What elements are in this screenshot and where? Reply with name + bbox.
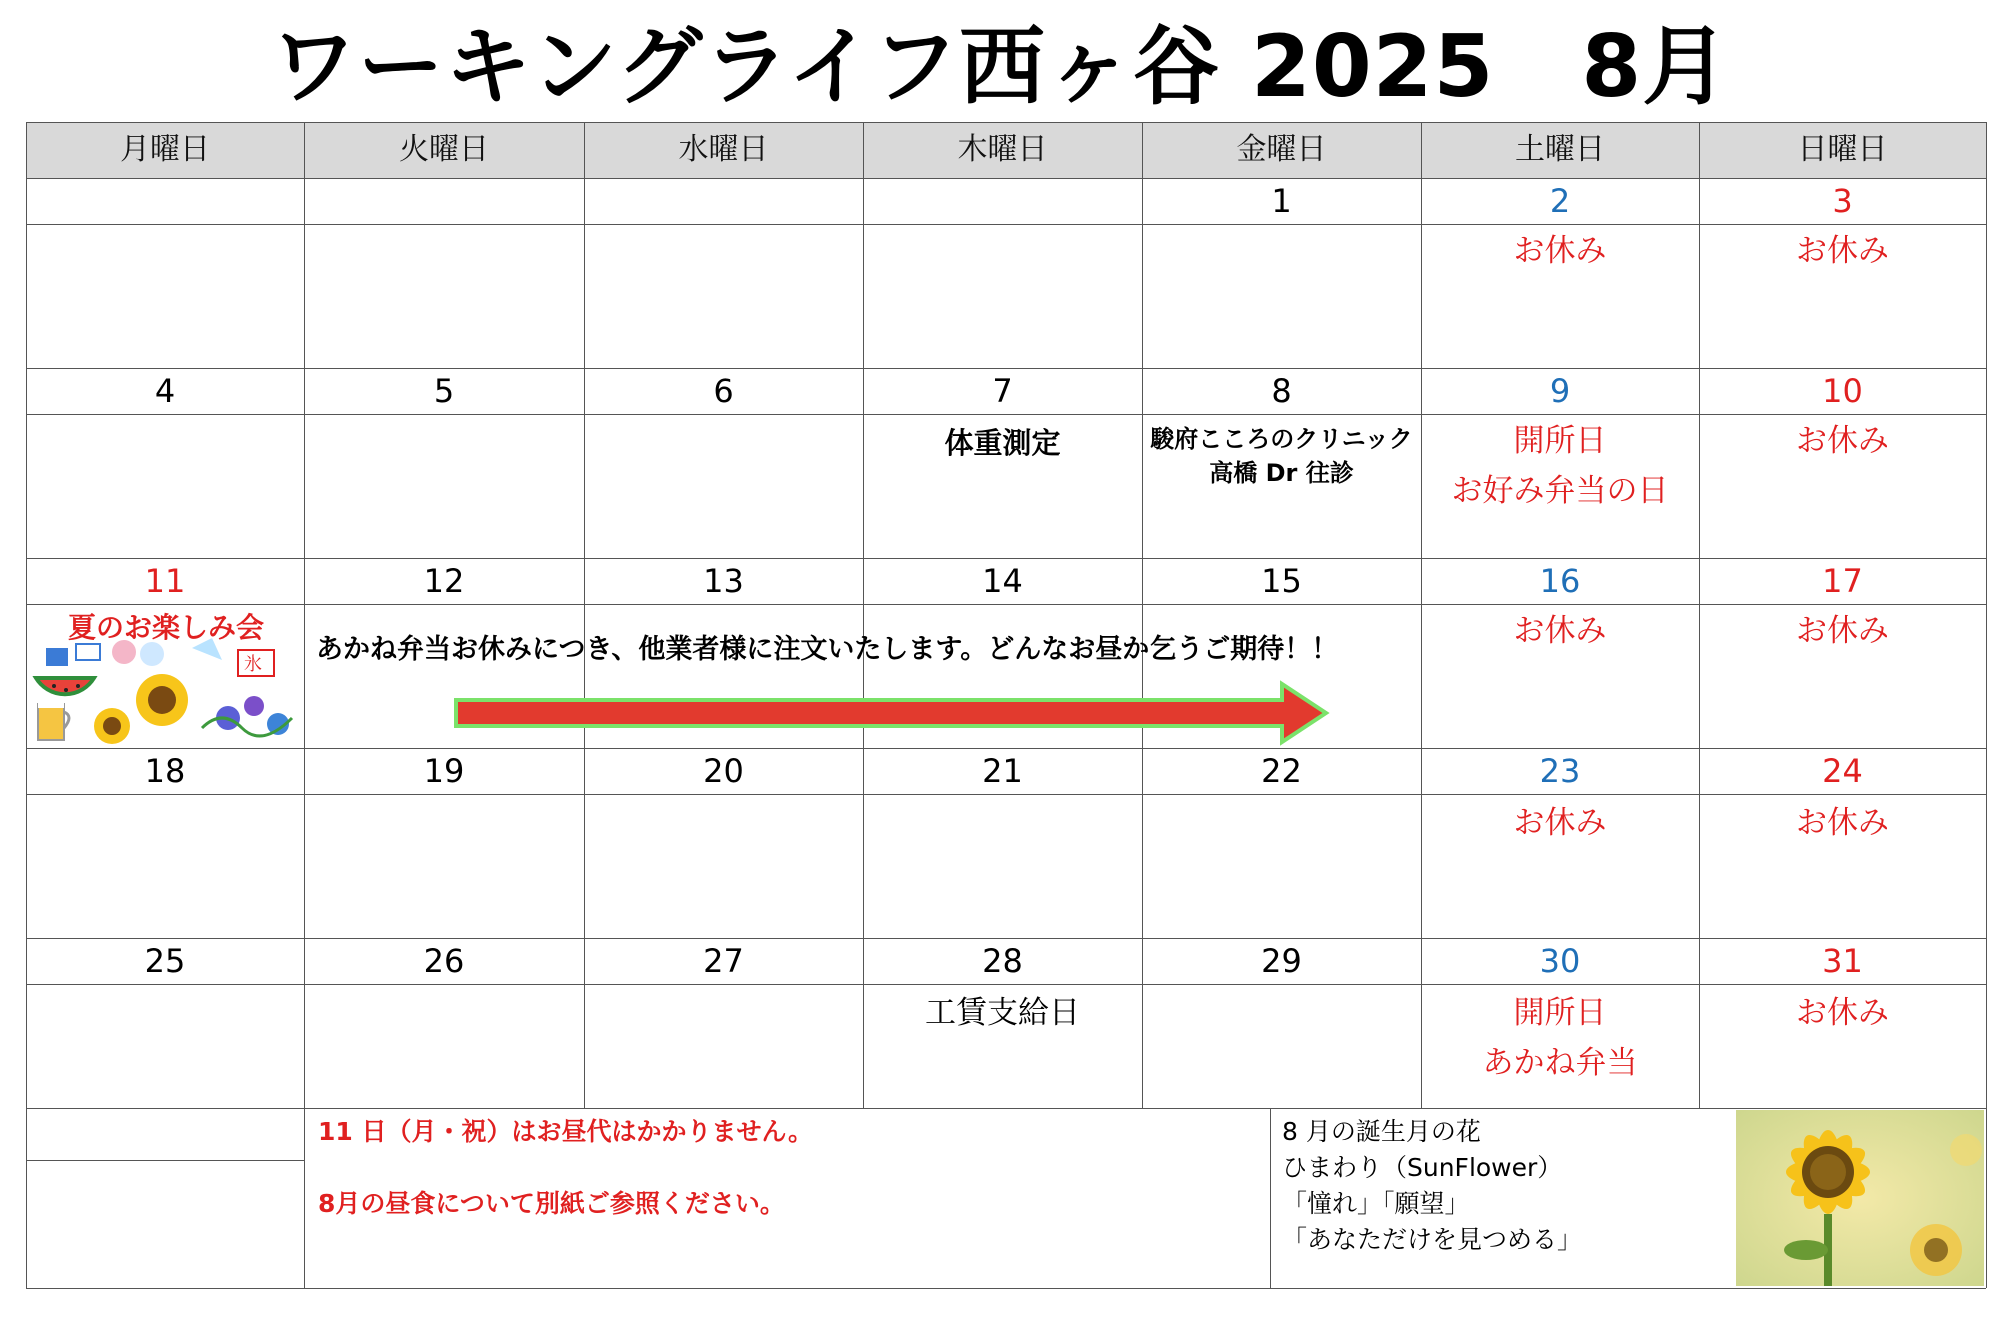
day-number: 2: [1549, 182, 1571, 220]
day-number: 23: [1539, 752, 1581, 790]
day-number: 22: [1261, 752, 1302, 790]
day-number: 17: [1822, 562, 1863, 600]
day-number: 24: [1822, 752, 1863, 790]
sunflower-icon: [1736, 1110, 1984, 1286]
event-closed: お休み: [1513, 805, 1607, 841]
note-holiday-lunch: 11 日（月・祝）はお昼代はかかりません。: [318, 1117, 813, 1146]
calendar-grid: [26, 122, 1986, 1302]
svg-text:氷: 氷: [244, 654, 262, 675]
right-arrow-icon: [452, 680, 1332, 746]
sunflower-photo: [1736, 1110, 1984, 1286]
weekday-mon: 月曜日: [120, 132, 210, 167]
note-lunch-reference: 8月の昼食について別紙ご参照ください。: [318, 1189, 785, 1218]
event-payday: 工賃支給日: [925, 995, 1080, 1031]
day-number: 19: [423, 752, 465, 790]
notice-arrow: [452, 680, 1332, 746]
day-number: 10: [1822, 372, 1863, 410]
flower-meaning-2: 「あなただけを見つめる」: [1282, 1225, 1583, 1254]
day-number: 20: [703, 752, 744, 790]
weekday-wed: 水曜日: [678, 132, 769, 167]
day-number: 1: [1271, 182, 1292, 220]
event-closed: お休み: [1513, 613, 1607, 649]
summer-event-label: 夏のお楽しみ会: [67, 611, 264, 644]
event-closed: お休み: [1796, 423, 1889, 459]
weekday-sat: 土曜日: [1515, 132, 1605, 167]
event-closed: お休み: [1796, 613, 1889, 649]
event-open-day: 開所日: [1513, 995, 1607, 1031]
vendor-notice: あかね弁当お休みにつき、他業者様に注文いたします。どんなお昼か乞うご期待！！: [316, 634, 1339, 665]
event-weight: 体重測定: [944, 426, 1061, 460]
day-number: 28: [982, 942, 1023, 980]
day-number: 3: [1832, 182, 1853, 220]
day-number: 18: [144, 752, 186, 790]
event-clinic-line1: 駿府こころのクリニック: [1150, 425, 1413, 453]
event-closed: お休み: [1796, 805, 1889, 841]
event-akane-bento: あかね弁当: [1482, 1045, 1638, 1081]
event-open-day: 開所日: [1513, 423, 1607, 459]
event-bento-choice: お好み弁当の日: [1451, 473, 1669, 509]
weekday-thu: 木曜日: [957, 132, 1048, 167]
day-number: 30: [1539, 942, 1581, 980]
day-number: 15: [1261, 562, 1302, 600]
day-number: 31: [1822, 942, 1863, 980]
event-closed: お休み: [1513, 233, 1607, 269]
weekday-tue: 火曜日: [399, 132, 489, 167]
day-number: 16: [1539, 562, 1581, 600]
flower-title: 8 月の誕生月の花: [1282, 1117, 1481, 1146]
page-title: ワーキングライフ西ヶ谷 2025 8月: [270, 17, 1730, 117]
day-number: 6: [713, 372, 734, 410]
day-number: 21: [982, 752, 1023, 790]
weekday-sun: 日曜日: [1797, 132, 1888, 167]
event-closed: お休み: [1796, 995, 1889, 1031]
day-number: 8: [1271, 372, 1292, 410]
day-number: 27: [703, 942, 744, 980]
day-number: 4: [154, 372, 176, 410]
event-closed: お休み: [1796, 233, 1889, 269]
day-number: 29: [1261, 942, 1302, 980]
day-number: 14: [982, 562, 1023, 600]
weekday-fri: 金曜日: [1236, 132, 1327, 167]
day-number: 25: [144, 942, 186, 980]
day-number: 5: [433, 372, 455, 410]
day-number: 13: [703, 562, 744, 600]
day-number: 7: [992, 372, 1013, 410]
flower-name: ひまわり（SunFlower）: [1282, 1153, 1563, 1182]
day-number: 26: [423, 942, 465, 980]
day-number: 9: [1549, 372, 1571, 410]
event-clinic-line2: 高橋 Dr 往診: [1209, 459, 1354, 487]
day-number: 11: [144, 562, 186, 600]
day-number: 12: [423, 562, 465, 600]
flower-meaning-1: 「憧れ」「願望」: [1282, 1189, 1470, 1218]
